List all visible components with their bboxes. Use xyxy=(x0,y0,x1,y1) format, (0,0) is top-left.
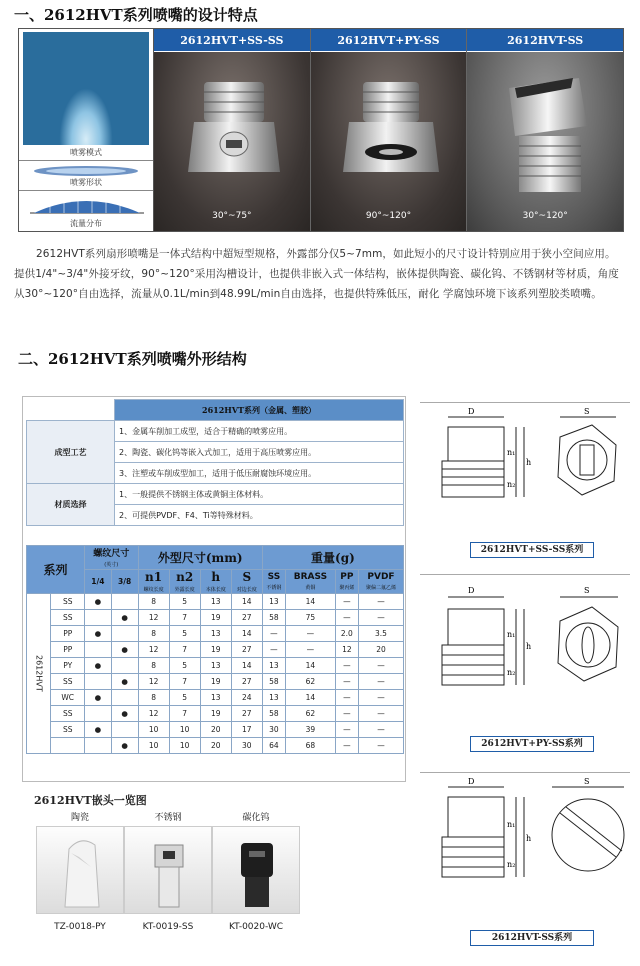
cell-n1: 10 xyxy=(138,738,169,754)
flow-distribution-icon xyxy=(20,193,153,217)
group-label: SS xyxy=(51,594,84,610)
dim-d: D xyxy=(468,407,475,416)
weight-header: 重量(g) xyxy=(262,546,403,570)
thread-dot xyxy=(111,722,138,738)
thread-dot: ● xyxy=(111,738,138,754)
cell-pv: — xyxy=(358,690,403,706)
thread-dot: ● xyxy=(111,674,138,690)
dim-s: S xyxy=(584,407,590,416)
insert-label: 不锈钢 xyxy=(154,813,182,823)
cell-ss: 13 xyxy=(262,658,285,674)
cell-ss: 58 xyxy=(262,610,285,626)
dim-col-header: n1 螺纹长度 xyxy=(138,570,169,594)
flow-distribution-cell xyxy=(19,191,153,231)
cell-ss: 58 xyxy=(262,706,285,722)
cell-n2: 7 xyxy=(169,610,200,626)
cell-n2: 7 xyxy=(169,642,200,658)
cell-s: 30 xyxy=(231,738,262,754)
thread-col-header: 1/4 xyxy=(84,570,111,594)
cell-ss: — xyxy=(262,642,285,658)
dim-n2: n₂ xyxy=(507,668,516,677)
dim-s: S xyxy=(584,586,590,595)
group-label: SS xyxy=(51,674,84,690)
thread-dot xyxy=(84,610,111,626)
cell-pv: — xyxy=(358,658,403,674)
nozzle-icon xyxy=(467,58,624,208)
cell-pv: 3.5 xyxy=(358,626,403,642)
thread-dot: ● xyxy=(111,642,138,658)
cell-pv: — xyxy=(358,738,403,754)
weight-col-header: SS 不锈钢 xyxy=(262,570,285,594)
cell-s: 17 xyxy=(231,722,262,738)
description-paragraph: 2612HVT系列扇形喷嘴是一体式结构中超短型规格，外露部分仅5~7mm，如此短小的尺寸设计特别应用于狭小空间应用。提供1/4"~3/4"外接牙纹，90°~120°采用沟槽设计，也提供非嵌入式一体结构，嵌体提供陶瓷、碳化钨、不锈钢材等材质，角度从30°~120°自由选择，流量从0.1L/min到48.99L/min自由选择，也提供特殊低压，耐化 学腐蚀环境下该系列塑胶类喷嘴。 xyxy=(14,248,619,300)
process-table xyxy=(26,399,404,526)
series-header: 系列 xyxy=(27,546,85,594)
cell-s: 27 xyxy=(231,642,262,658)
dim-col-header: n2 外露长度 xyxy=(169,570,200,594)
group-label: WC xyxy=(51,690,84,706)
process-item: 3、注塑或车削成型加工，适用于低压耐腐蚀环境应用。 xyxy=(115,463,404,484)
thread-dot xyxy=(111,658,138,674)
dim-n2: n₂ xyxy=(507,480,516,489)
cell-h: 13 xyxy=(200,626,231,642)
material-item: 1、一般提供不锈钢主体或黄铜主体材料。 xyxy=(115,484,404,505)
thread-dot: ● xyxy=(84,690,111,706)
cell-br: 75 xyxy=(286,610,336,626)
insert-code: KT-0019-SS xyxy=(142,922,194,932)
cell-s: 14 xyxy=(231,594,262,610)
spec-body xyxy=(27,594,404,754)
cell-s: 14 xyxy=(231,626,262,642)
side-view-drawing-icon xyxy=(420,403,630,543)
group-label: SS xyxy=(51,610,84,626)
table-row xyxy=(27,642,404,658)
process-item: 1、金属车削加工成型，适合于精确的喷雾应用。 xyxy=(115,421,404,442)
cell-s: 27 xyxy=(231,706,262,722)
feature-panel xyxy=(18,28,624,232)
dim-d: D xyxy=(468,586,475,595)
nozzle-icon xyxy=(311,62,468,212)
side-view-drawing-icon xyxy=(420,575,630,725)
cell-h: 13 xyxy=(200,658,231,674)
cell-pp: 2.0 xyxy=(335,626,358,642)
cell-br: 14 xyxy=(286,658,336,674)
cell-pp: — xyxy=(335,658,358,674)
spray-pattern-cell xyxy=(19,29,153,161)
cell-s: 27 xyxy=(231,674,262,690)
weight-col-header: PP 聚丙烯 xyxy=(335,570,358,594)
model-name: 2612HVT+PY-SS xyxy=(311,29,467,52)
dims-header: 外型尺寸(mm) xyxy=(138,546,262,570)
cell-n2: 5 xyxy=(169,626,200,642)
cell-s: 24 xyxy=(231,690,262,706)
model-name: 2612HVT+SS-SS xyxy=(154,29,310,52)
thread-col-header: 3/8 xyxy=(111,570,138,594)
model-column-2 xyxy=(311,29,468,231)
cell-n1: 12 xyxy=(138,610,169,626)
cell-ss: 30 xyxy=(262,722,285,738)
cell-n1: 8 xyxy=(138,690,169,706)
table-row xyxy=(27,690,404,706)
thread-header: 螺纹尺寸 (英寸) xyxy=(84,546,138,570)
table-row xyxy=(27,610,404,626)
cell-br: 14 xyxy=(286,690,336,706)
thread-dot xyxy=(84,642,111,658)
cell-n2: 7 xyxy=(169,674,200,690)
group-label xyxy=(51,738,84,754)
thread-dot: ● xyxy=(111,706,138,722)
ceramic-insert-photo xyxy=(36,826,124,914)
process-item: 2、陶瓷、碳化钨等嵌入式加工，适用于高压喷雾应用。 xyxy=(115,442,404,463)
cell-pp: — xyxy=(335,674,358,690)
ceramic-insert-icon xyxy=(37,827,125,915)
cell-n1: 12 xyxy=(138,642,169,658)
flow-distribution-caption: 流量分布 xyxy=(70,219,102,228)
insert-title: 2612HVT嵌头一览图 xyxy=(34,794,147,807)
weight-col-header: PVDF 聚偏二氟乙烯 xyxy=(358,570,403,594)
section2-title: 二、2612HVT系列喷嘴外形结构 xyxy=(18,350,247,368)
dim-col-header: h 本体长度 xyxy=(200,570,231,594)
material-item: 2、可提供PVDF、F4、Ti等特殊材料。 xyxy=(115,505,404,526)
thread-dot xyxy=(111,626,138,642)
cell-h: 19 xyxy=(200,610,231,626)
table-row xyxy=(27,738,404,754)
cell-pp: — xyxy=(335,690,358,706)
nozzle-photo xyxy=(311,52,467,231)
cell-pv: — xyxy=(358,594,403,610)
thread-dot xyxy=(84,738,111,754)
nozzle-photo xyxy=(154,52,310,231)
cell-h: 19 xyxy=(200,706,231,722)
thread-dot: ● xyxy=(84,658,111,674)
spray-shape-cell xyxy=(19,161,153,191)
dim-n1: n₁ xyxy=(507,630,516,639)
insert-code: TZ-0018-PY xyxy=(54,922,106,932)
dim-n1: n₁ xyxy=(507,820,516,829)
spray-angle: 30°~75° xyxy=(212,211,252,221)
table-row xyxy=(27,626,404,642)
group-label: SS xyxy=(51,722,84,738)
table-row xyxy=(27,674,404,690)
cell-ss: — xyxy=(262,626,285,642)
thread-dot xyxy=(84,706,111,722)
thread-dot xyxy=(111,690,138,706)
cell-s: 14 xyxy=(231,658,262,674)
insert-code: KT-0020-WC xyxy=(228,922,284,932)
section1-title: 一、2612HVT系列喷嘴的设计特点 xyxy=(14,6,258,24)
cell-n1: 8 xyxy=(138,658,169,674)
table-row xyxy=(27,594,404,610)
model-column-3 xyxy=(467,29,623,231)
cell-pp: — xyxy=(335,594,358,610)
cell-br: 62 xyxy=(286,706,336,722)
nozzle-icon xyxy=(154,62,311,212)
drawing-panel-3 xyxy=(420,772,630,942)
process-label: 成型工艺 xyxy=(27,421,115,484)
model-name: 2612HVT-SS xyxy=(467,29,623,52)
group-label: PP xyxy=(51,642,84,658)
cell-h: 20 xyxy=(200,722,231,738)
drawing-label: 2612HVT+SS-SS系列 xyxy=(470,542,594,558)
group-label: PY xyxy=(51,658,84,674)
group-label: SS xyxy=(51,706,84,722)
cell-ss: 64 xyxy=(262,738,285,754)
spec-panel xyxy=(22,396,406,782)
dim-n1: n₁ xyxy=(507,448,516,457)
thread-dot: ● xyxy=(84,594,111,610)
process-table-header: 2612HVT系列（金属、塑胶） xyxy=(115,400,404,421)
dim-h: h xyxy=(526,458,532,467)
cell-br: — xyxy=(286,626,336,642)
model-column-1 xyxy=(154,29,311,231)
cell-n2: 5 xyxy=(169,690,200,706)
cell-pp: 12 xyxy=(335,642,358,658)
thread-dot: ● xyxy=(84,722,111,738)
cell-h: 13 xyxy=(200,690,231,706)
cell-n2: 7 xyxy=(169,706,200,722)
table-row xyxy=(27,722,404,738)
cell-n1: 12 xyxy=(138,706,169,722)
spray-pattern-photo xyxy=(23,32,149,145)
dim-h: h xyxy=(526,642,532,651)
cell-n2: 5 xyxy=(169,594,200,610)
insert-label: 碳化钨 xyxy=(242,813,270,823)
thread-dot xyxy=(111,594,138,610)
dim-h: h xyxy=(526,834,532,843)
cell-br: 62 xyxy=(286,674,336,690)
stainless-insert-icon xyxy=(125,827,213,915)
cell-h: 19 xyxy=(200,674,231,690)
nozzle-photo xyxy=(467,52,623,231)
cell-n1: 8 xyxy=(138,594,169,610)
thread-dot: ● xyxy=(111,610,138,626)
cell-n1: 10 xyxy=(138,722,169,738)
cell-n2: 10 xyxy=(169,722,200,738)
thread-dot xyxy=(84,674,111,690)
spec-table xyxy=(26,545,404,754)
stainless-insert-photo xyxy=(124,826,212,914)
cell-br: 39 xyxy=(286,722,336,738)
side-view-drawing-icon xyxy=(420,773,630,913)
cell-br: 68 xyxy=(286,738,336,754)
cell-br: 14 xyxy=(286,594,336,610)
drawing-label: 2612HVT-SS系列 xyxy=(470,930,594,946)
dim-n2: n₂ xyxy=(507,860,516,869)
cell-pp: — xyxy=(335,610,358,626)
cell-h: 13 xyxy=(200,594,231,610)
spray-pattern-caption: 喷雾模式 xyxy=(70,148,102,157)
group-label: PP xyxy=(51,626,84,642)
cell-br: — xyxy=(286,642,336,658)
table-row xyxy=(27,658,404,674)
spray-angle: 30°~120° xyxy=(522,211,568,221)
material-label: 材质选择 xyxy=(27,484,115,526)
cell-pp: — xyxy=(335,706,358,722)
cell-pv: 20 xyxy=(358,642,403,658)
table-row xyxy=(27,706,404,722)
cell-h: 20 xyxy=(200,738,231,754)
cell-ss: 13 xyxy=(262,690,285,706)
insert-label: 陶瓷 xyxy=(70,813,89,823)
cell-n1: 12 xyxy=(138,674,169,690)
series-name: 2612HVT xyxy=(27,594,51,754)
drawing-panel-2 xyxy=(420,574,630,754)
weight-col-header: BRASS 黄铜 xyxy=(286,570,336,594)
cell-pp: — xyxy=(335,722,358,738)
drawing-label: 2612HVT+PY-SS系列 xyxy=(470,736,594,752)
cell-ss: 58 xyxy=(262,674,285,690)
cell-n2: 10 xyxy=(169,738,200,754)
dim-s: S xyxy=(584,777,590,786)
cell-pv: — xyxy=(358,674,403,690)
cell-s: 27 xyxy=(231,610,262,626)
thread-dot: ● xyxy=(84,626,111,642)
dim-col-header: S 对边长度 xyxy=(231,570,262,594)
dim-d: D xyxy=(468,777,475,786)
cell-h: 19 xyxy=(200,642,231,658)
cell-pp: — xyxy=(335,738,358,754)
cell-pv: — xyxy=(358,722,403,738)
cell-pv: — xyxy=(358,610,403,626)
cell-pv: — xyxy=(358,706,403,722)
tungsten-insert-photo xyxy=(212,826,300,914)
cell-n2: 5 xyxy=(169,658,200,674)
cell-ss: 13 xyxy=(262,594,285,610)
spray-info-column xyxy=(19,29,154,231)
cell-n1: 8 xyxy=(138,626,169,642)
spray-angle: 90°~120° xyxy=(365,211,412,221)
tungsten-insert-icon xyxy=(213,827,301,915)
spray-shape-caption: 喷雾形状 xyxy=(70,178,102,187)
